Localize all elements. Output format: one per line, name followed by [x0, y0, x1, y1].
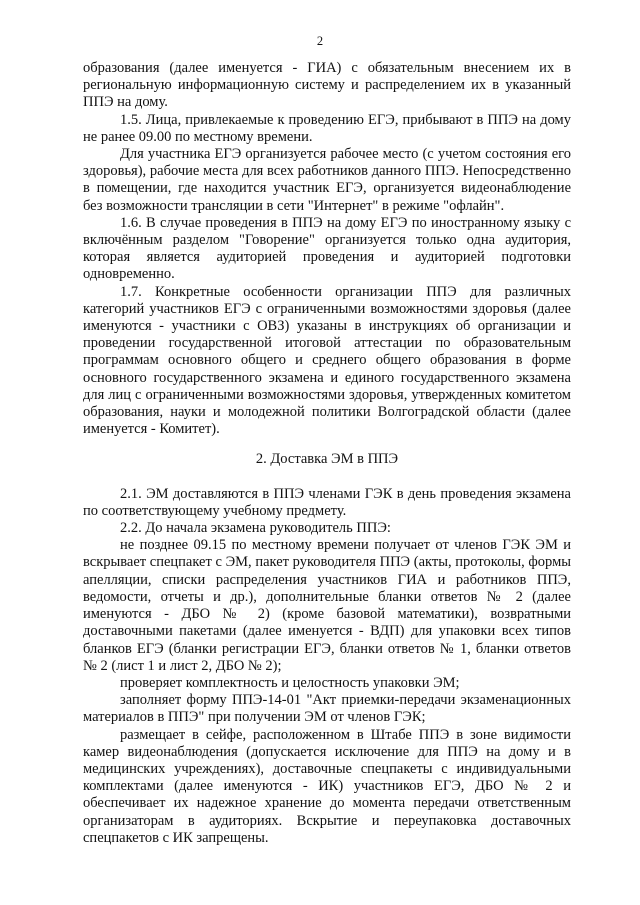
page-number: 2 — [316, 34, 324, 48]
paragraph-1-6: 1.6. В случае проведения в ППЭ на дому ЕГЭ по иностранному языку с включённым разделом "Говорение" организуется только одна аудитория, которая является аудиторией проведения и аудиторией подготовки одновременно. — [83, 214, 571, 283]
paragraph-2-2: 2.2. До начала экзамена руководитель ППЭ: — [120, 520, 391, 537]
list-item-fill-form: заполняет форму ППЭ-14-01 "Акт приемки-передачи экзаменационных материалов в ППЭ" при получении ЭМ от членов ГЭК; — [83, 692, 571, 726]
paragraph-1-5: 1.5. Лица, привлекаемые к проведению ЕГЭ, прибывают в ППЭ на дому не ранее 09.00 по местному времени. — [83, 111, 571, 145]
document-body — [83, 60, 571, 847]
paragraph-continuation: образования (далее именуется - ГИА) с обязательным внесением их в региональную информационную систему и распределением их в указанный ППЭ на дому. — [83, 60, 571, 111]
section-heading: 2. Доставка ЭМ в ППЭ — [255, 451, 399, 468]
list-item-receive-em: не позднее 09.15 по местному времени получает от членов ГЭК ЭМ и вскрывает спецпакет с ЭМ, пакет руководителя ППЭ (акты, протоколы, формы апелляции, списки распределения участников ГИА и работников ППЭ, ведомости, отчеты и др.), дополнительные бланки ответов № 2 (далее именуются - ДБО № 2) (кроме базовой математики), возвратными доставочными пакетами (далее именуется - ВДП) для упаковки всех типов бланков ЕГЭ (бланки регистрации ЕГЭ, бланки ответов № 1, бланки ответов № 2 (лист 1 и лист 2, ДБО № 2); — [83, 537, 571, 674]
paragraph-workplace: Для участника ЕГЭ организуется рабочее место (с учетом состояния его здоровья), рабочие места для всех работников данного ППЭ. Непосредственно в помещении, где находится участник ЕГЭ, организуется видеонаблюдение без возможности трансляции в сети "Интернет" в режиме "офлайн". — [83, 146, 571, 214]
paragraph-2-1: 2.1. ЭМ доставляются в ППЭ членами ГЭК в день проведения экзамена по соответствующему учебному предмету. — [83, 485, 571, 519]
list-item-check-packaging: проверяет комплектность и целостность упаковки ЭМ; — [120, 674, 460, 691]
list-item-safe-storage: размещает в сейфе, расположенном в Штабе ППЭ в зоне видимости камер видеонаблюдения (допускается исключение для ППЭ на дому и в медицинских учреждениях), доставочные спецпакеты с индивидуальными комплектами (далее именуются - ИК) участников ЕГЭ, ДБО № 2 и обеспечивает их надежное хранение до момента передачи ответственным организаторам в аудиториях. Вскрытие и переупаковка доставочных спецпакетов с ИК запрещены. — [83, 726, 571, 846]
paragraph-1-7: 1.7. Конкретные особенности организации ППЭ для различных категорий участников ЕГЭ с ограниченными возможностями здоровья (далее именуются - участники с ОВЗ) указаны в инструкциях об организации и проведении государственной итоговой аттестации по образовательным программам основного общего и среднего общего образования в форме основного государственного экзамена и единого государственного экзамена для лиц с ограниченными возможностями здоровья, утвержденных комитетом образования, науки и молодежной политики Волгоградской области (далее именуется - Комитет). — [83, 283, 571, 438]
